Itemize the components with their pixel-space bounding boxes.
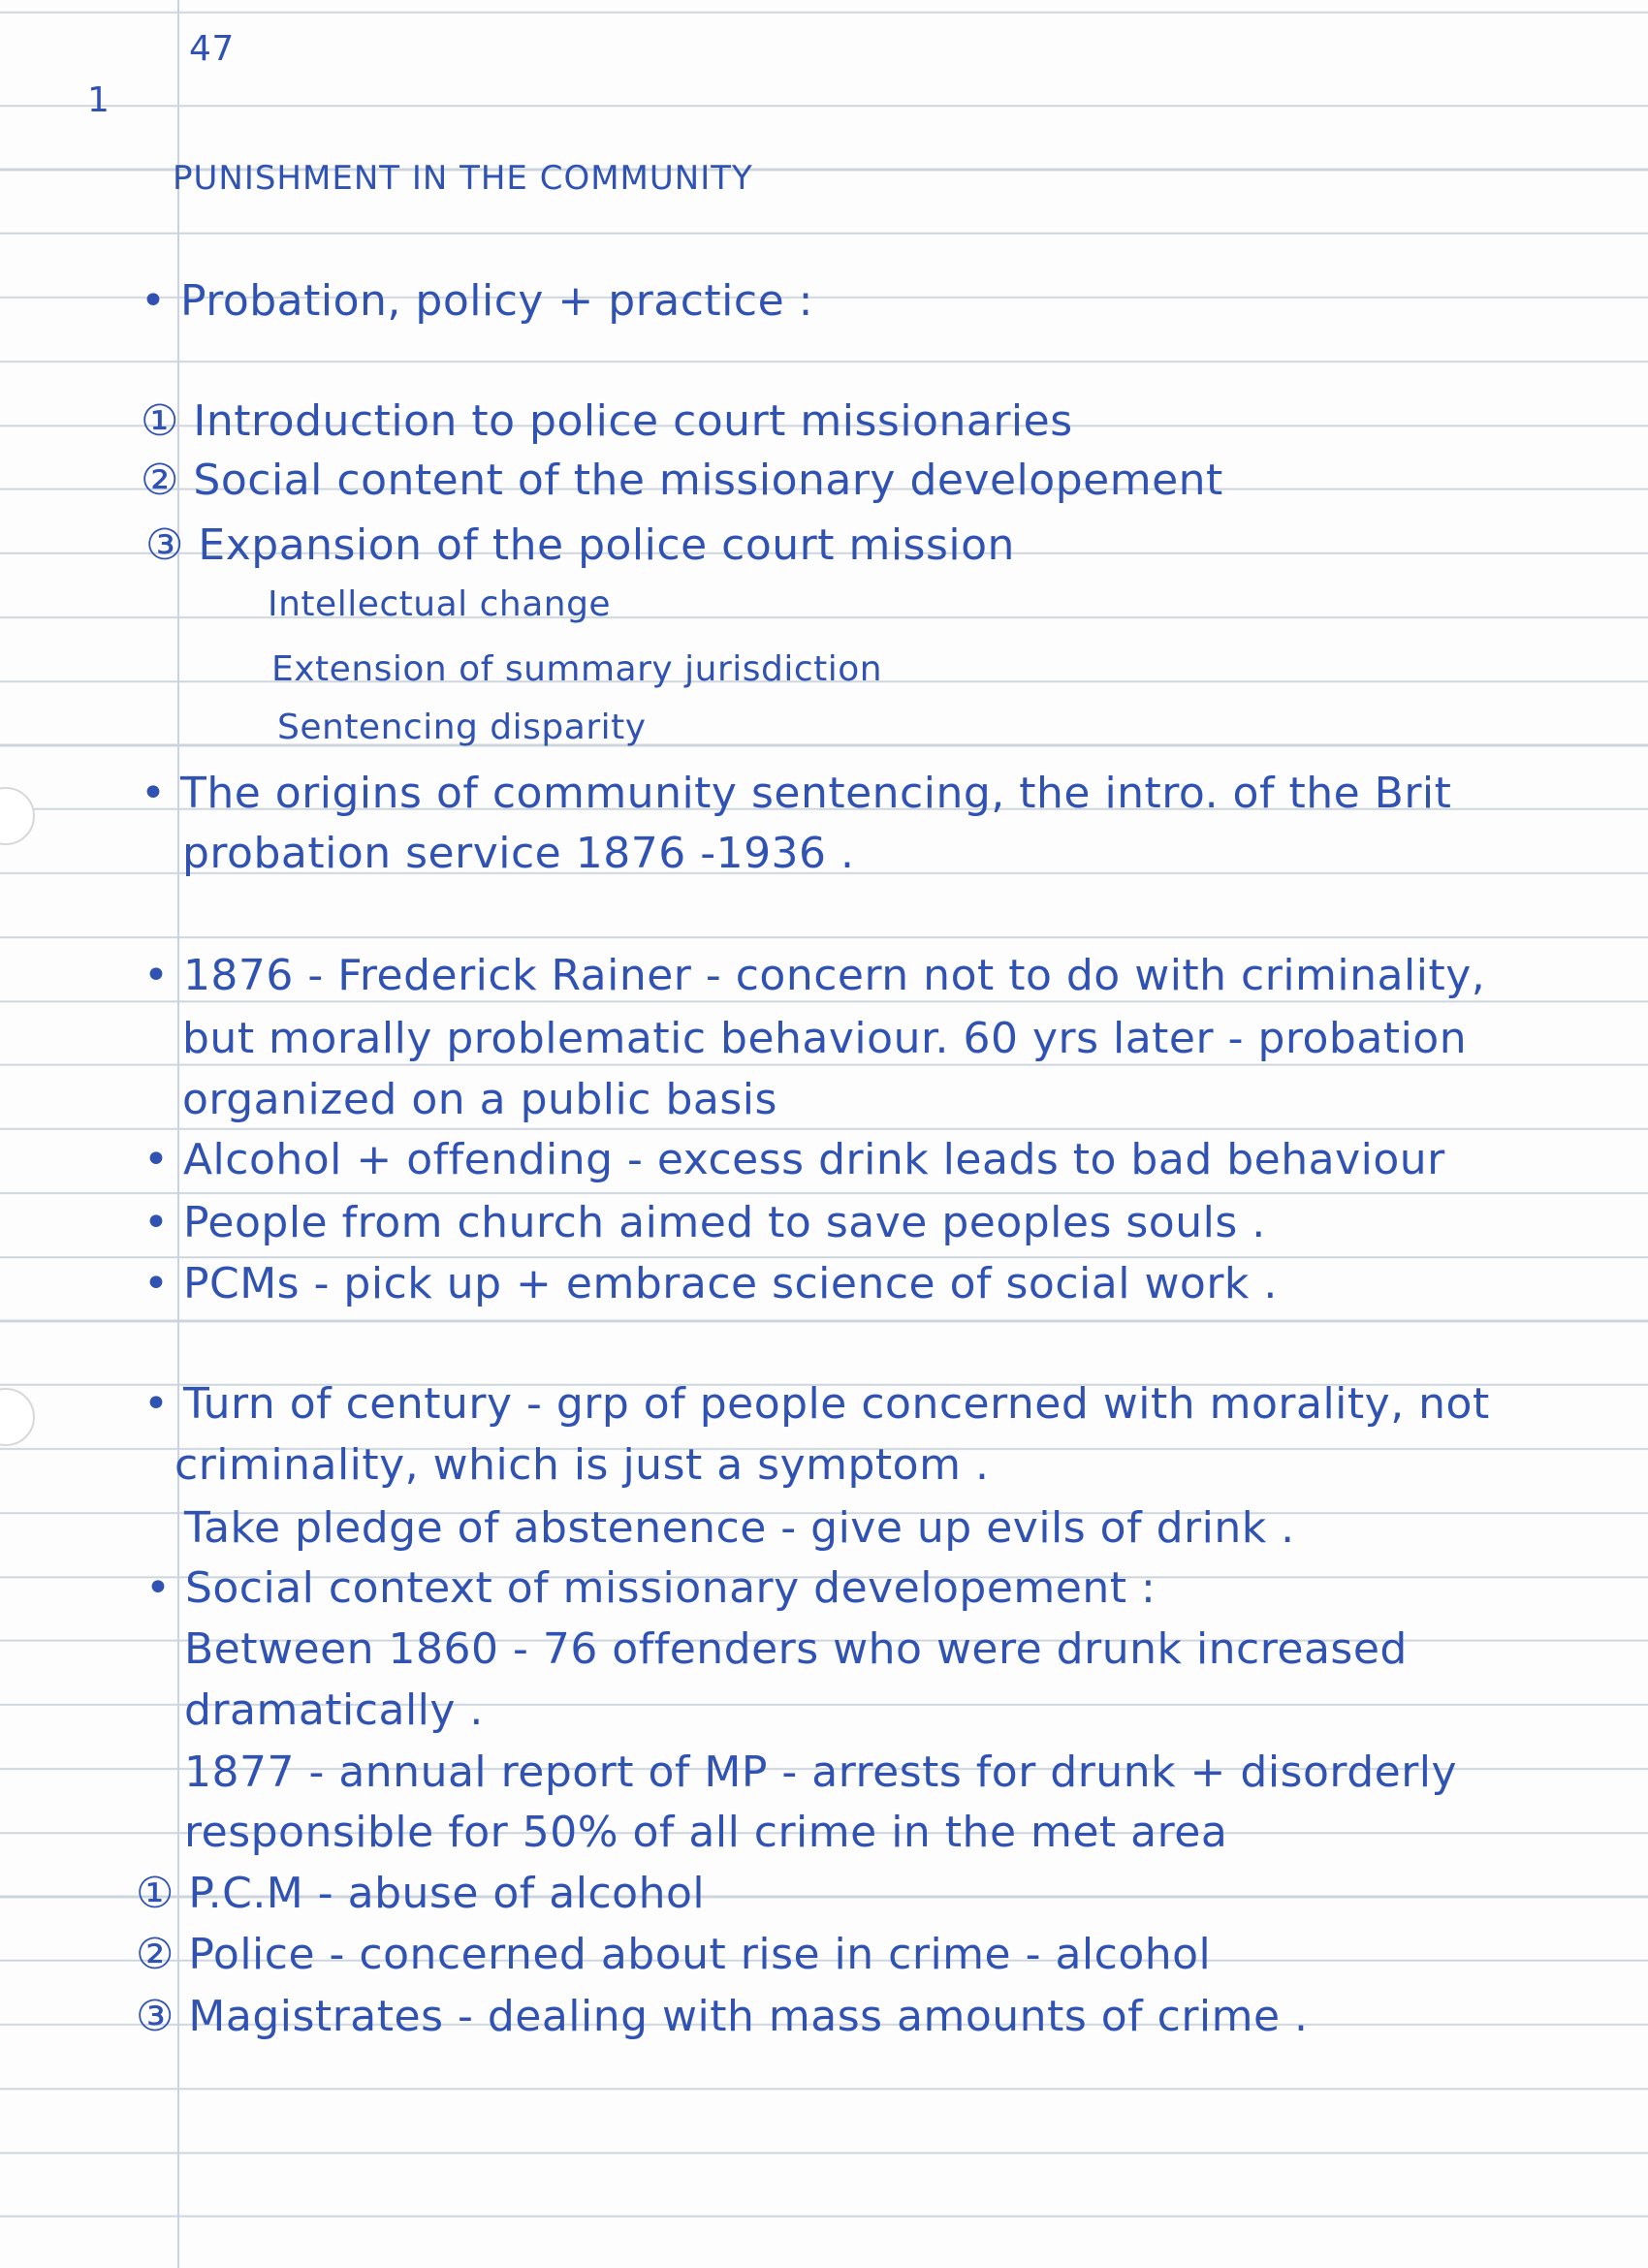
note-line: dramatically . xyxy=(184,1685,484,1735)
note-line: • The origins of community sentencing, the intro. of the Brit xyxy=(141,769,1452,818)
page-number: 47 xyxy=(189,29,235,69)
note-line: • PCMs - pick up + embrace science of social work . xyxy=(143,1259,1278,1308)
note-line: ② Police - concerned about rise in crime - alcohol xyxy=(136,1930,1212,1979)
punch-hole-lower xyxy=(0,1388,35,1446)
note-line: ① Introduction to police court missionaries xyxy=(141,396,1073,446)
note-line: criminality, which is just a symptom . xyxy=(174,1440,990,1490)
note-line: Extension of summary jurisdiction xyxy=(271,649,883,689)
note-line: Intellectual change xyxy=(268,584,612,624)
note-line: probation service 1876 -1936 . xyxy=(182,829,855,878)
note-line: ③ Expansion of the police court mission xyxy=(145,520,1015,570)
corner-mark: 1 xyxy=(87,80,111,120)
note-line: Between 1860 - 76 offenders who were drunk increased xyxy=(184,1624,1408,1674)
note-line: 1877 - annual report of MP - arrests for drunk + disorderly xyxy=(184,1748,1458,1797)
punch-hole-upper xyxy=(0,787,35,845)
note-line: • Turn of century - grp of people concerned with morality, not xyxy=(143,1379,1490,1429)
note-line: • People from church aimed to save peoples souls . xyxy=(143,1198,1266,1247)
note-line: but morally problematic behaviour. 60 yrs later - probation xyxy=(182,1014,1468,1063)
note-line: ① P.C.M - abuse of alcohol xyxy=(136,1869,706,1918)
note-line: ③ Magistrates - dealing with mass amounts of crime . xyxy=(136,1992,1309,2041)
note-line: Sentencing disparity xyxy=(277,708,647,747)
note-line: Take pledge of abstenence - give up evils of drink . xyxy=(184,1503,1295,1553)
note-line: responsible for 50% of all crime in the met area xyxy=(184,1808,1228,1857)
note-line: • Social context of missionary developement : xyxy=(145,1563,1157,1613)
note-line: • 1876 - Frederick Rainer - concern not to do with criminality, xyxy=(143,951,1486,1000)
page-title: PUNISHMENT IN THE COMMUNITY xyxy=(173,159,753,198)
note-line: • Probation, policy + practice : xyxy=(141,276,813,326)
note-line: organized on a public basis xyxy=(182,1075,777,1124)
note-line: ② Social content of the missionary developement xyxy=(141,456,1223,505)
note-line: • Alcohol + offending - excess drink leads to bad behaviour xyxy=(143,1135,1445,1184)
